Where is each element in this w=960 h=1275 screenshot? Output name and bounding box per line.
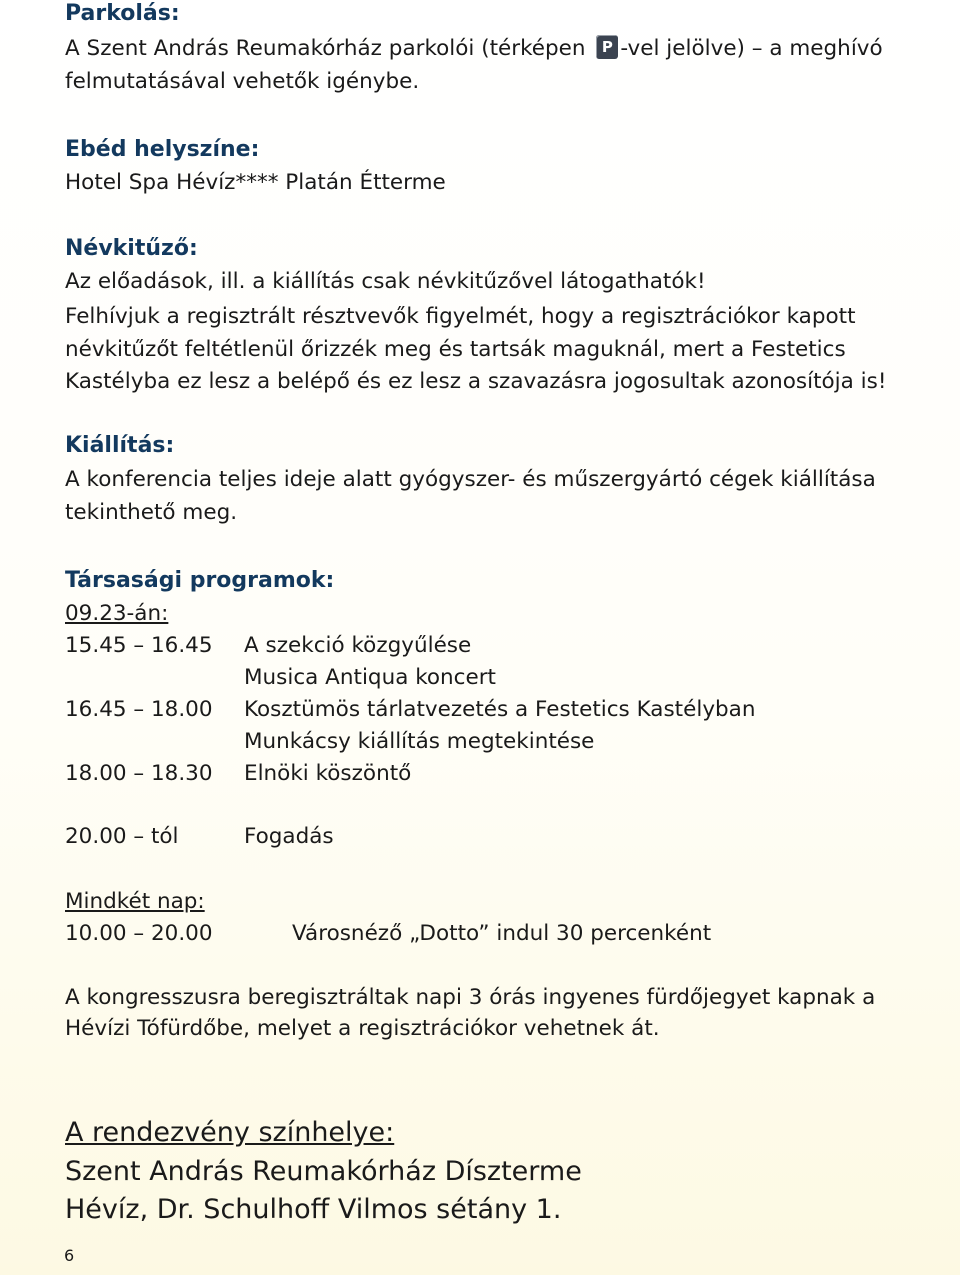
program-desc: Musica Antiqua koncert [244,665,496,690]
program-time: 15.45 – 16.45 [65,633,213,658]
parking-heading: Parkolás: [65,1,180,26]
parking-text-before-icon: A Szent András Reumakórház parkolói (térképen [65,36,593,61]
badge-line: Az előadások, ill. a kiállítás csak névkitűzővel látogathatók! [65,269,706,294]
program-desc: Elnöki köszöntő [244,761,412,786]
program-desc: A szekció közgyűlése [244,633,472,658]
parking-text-line2: felmutatásával vehetők igénybe. [65,69,420,94]
both-days-label: Mindkét nap: [65,889,205,914]
venue-name: Szent András Reumakórház Díszterme [65,1156,582,1187]
parking-text-after-icon: -vel jelölve) – a meghívó [620,36,883,61]
exhibition-line: A konferencia teljes ideje alatt gyógyszer- és műszergyártó cégek kiállítása [65,467,876,492]
program-desc: Kosztümös tárlatvezetés a Festetics Kastélyban [244,697,756,722]
program-time: 18.00 – 18.30 [65,761,213,786]
parking-text-line1 [65,33,883,65]
social-heading: Társasági programok: [65,568,335,593]
exhibition-heading: Kiállítás: [65,433,175,458]
badge-heading: Névkitűző: [65,236,198,261]
badge-line: Kastélyba ez lesz a belépő és ez lesz a szavazásra jogosultak azonosítója is! [65,369,887,394]
venue-address: Hévíz, Dr. Schulhoff Vilmos sétány 1. [65,1194,562,1225]
parking-icon: P [596,35,618,59]
spa-line: Hévízi Tófürdőbe, melyet a regisztrációkor vehetnek át. [65,1016,660,1041]
lunch-heading: Ebéd helyszíne: [65,137,260,162]
social-date-label: 09.23-án: [65,601,169,626]
page-number: 6 [64,1246,75,1265]
exhibition-line: tekinthető meg. [65,500,238,525]
program-time: 16.45 – 18.00 [65,697,213,722]
lunch-text: Hotel Spa Hévíz**** Platán Étterme [65,170,446,195]
badge-line: névkitűzőt feltétlenül őrizzék meg és tartsák maguknál, mert a Festetics [65,337,846,362]
both-days-time: 10.00 – 20.00 [65,921,213,946]
spa-line: A kongresszusra beregisztráltak napi 3 órás ingyenes fürdőjegyet kapnak a [65,985,876,1010]
both-days-desc: Városnéző „Dotto” indul 30 percenként [292,921,712,946]
program-desc: Fogadás [244,824,334,849]
program-desc: Munkácsy kiállítás megtekintése [244,729,595,754]
program-time: 20.00 – tól [65,824,179,849]
venue-heading: A rendezvény színhelye: [65,1117,395,1148]
badge-line: Felhívjuk a regisztrált résztvevők figyelmét, hogy a regisztrációkor kapott [65,304,856,329]
